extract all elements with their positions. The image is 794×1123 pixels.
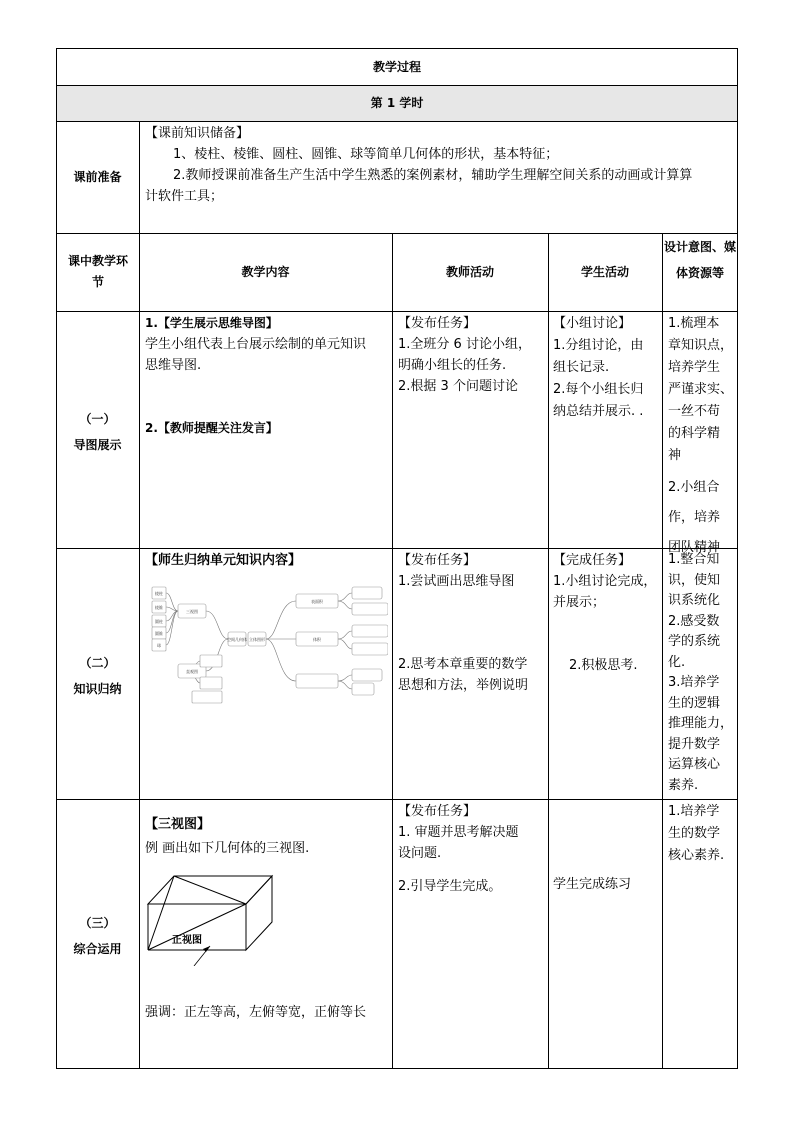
design-line: 1.整合知 [668, 552, 720, 567]
column-divider [548, 233, 549, 1069]
stage-2-num: （二） [79, 656, 116, 670]
col-header-stage-text: 课中教学环节 [67, 254, 128, 289]
stage-3-name: 综合运用 [73, 942, 122, 956]
design-line: 2.感受数 [668, 613, 720, 629]
row-3-content-heading: 【三视图】 [145, 817, 211, 832]
prism-side-face [246, 876, 272, 950]
design-line: 严谨求实、 [668, 382, 734, 397]
row-2-design [668, 550, 736, 796]
design-line: 核心素养. [668, 848, 725, 863]
stage-3-num: （三） [79, 916, 116, 930]
section-title: 教学过程 [372, 60, 421, 74]
prep-item-2-cont: 计软件工具； [145, 189, 224, 204]
teacher-task-heading: 【发布任务】 [398, 804, 477, 819]
row-1-content [145, 313, 390, 439]
row-3-example: 例 画出如下几何体的三视图. [145, 841, 310, 856]
student-heading: 【完成任务】 [553, 553, 632, 568]
stage-2-name: 知识归纳 [73, 682, 122, 696]
mind-map-node: 直观图 [186, 669, 198, 674]
column-divider [392, 233, 393, 1069]
design-line: 团队精神 [668, 540, 721, 555]
teacher-line: 1.全班分 6 讨论小组， [398, 337, 531, 352]
row-3-emphasis: 强调：正左等高，左俯等宽，正俯等长 [145, 1005, 367, 1020]
row-3-student: 学生完成练习 [553, 877, 632, 892]
row-1-teacher [398, 313, 546, 397]
row-2-student [553, 550, 661, 676]
teacher-line: 思想和方法，举例说明 [398, 678, 529, 693]
teacher-task-heading: 【发布任务】 [398, 553, 477, 568]
design-line: 培养学生 [668, 360, 721, 375]
col-header-design-text: 设计意图、媒体资源等 [664, 240, 737, 280]
design-line: 神 [668, 448, 682, 463]
mind-map-node: 表面积 [311, 599, 323, 604]
mind-map-node: 圆锥 [155, 631, 163, 636]
mind-map-center: 空间几何体 [227, 637, 247, 642]
row-2-teacher [398, 550, 546, 696]
design-line: 作，培养 [668, 510, 721, 525]
prep-heading: 【课前知识储备】 [145, 126, 250, 141]
design-line: 章知识点， [668, 338, 734, 353]
row-1-student [553, 313, 661, 423]
prep-label: 课前准备 [73, 170, 122, 184]
design-line: 素养. [668, 777, 699, 793]
student-line: 组长记录. [553, 360, 610, 375]
design-line: 生的逻辑 [668, 695, 721, 711]
student-line: 1.小组讨论完成， [553, 574, 657, 589]
student-line: 1.分组讨论，由 [553, 338, 644, 353]
stage-1 [56, 406, 139, 458]
design-line: 1.梳理本 [668, 316, 720, 331]
design-line: 提升数学 [668, 736, 721, 752]
mind-map-node: 球 [157, 643, 161, 648]
row-2-content-heading: 【师生归纳单元知识内容】 [145, 553, 302, 568]
design-line: 生的数学 [668, 826, 721, 841]
prep-item-2: 2.教师授课前准备生产生活中学生熟悉的案例素材，辅助学生理解空间关系的动画或计算算 [173, 168, 693, 183]
table-divider [56, 548, 738, 549]
mind-map-node: 圆柱 [155, 619, 163, 624]
teacher-line: 2.根据 3 个问题讨论 [398, 379, 518, 394]
col-header-content: 教学内容 [241, 265, 290, 279]
design-line: 识系统化 [668, 593, 721, 608]
design-line: 识，使知 [668, 572, 721, 588]
row-1-content-line: 学生小组代表上台展示绘制的单元知识 [145, 337, 367, 352]
design-line: 3.培养学 [668, 675, 720, 690]
arrow-head-icon [203, 946, 210, 952]
student-line: 2.积极思考. [569, 658, 638, 673]
design-line: 化. [668, 654, 686, 670]
design-line: 学的系统 [668, 634, 721, 649]
design-line: 运算核心 [668, 757, 721, 772]
teacher-line: 设问题. [398, 846, 442, 861]
design-line: 推理能力， [668, 716, 734, 731]
col-header-student: 学生活动 [580, 265, 629, 279]
table-divider [56, 85, 738, 86]
mind-map-node: 三视图 [186, 609, 198, 614]
teacher-line: 1. 审题并思考解决题 [398, 825, 519, 840]
row-1-content-point-2: 2.【教师提醒关注发言】 [145, 421, 278, 435]
table-divider [56, 233, 738, 234]
row-3-design [668, 801, 736, 867]
table-border-right [737, 48, 738, 1069]
student-heading: 【小组讨论】 [553, 316, 632, 331]
student-line: 2.每个小组长归 [553, 382, 644, 397]
solid-geometry-figure [146, 870, 296, 966]
col-header-teacher: 教师活动 [445, 265, 494, 279]
mind-map-node: 棱柱 [155, 591, 163, 596]
teacher-line: 1.尝试画出思维导图 [398, 574, 515, 589]
teacher-line: 2.思考本章重要的数学 [398, 657, 528, 672]
table-divider [56, 121, 738, 122]
col-header-stage [64, 251, 132, 293]
student-line: 纳总结并展示. . [553, 404, 644, 419]
prep-content [145, 123, 735, 207]
prep-item-1: 1、棱柱、棱锥、圆柱、圆锥、球等简单几何体的形状，基本特征； [173, 147, 559, 162]
teacher-task-heading: 【发布任务】 [398, 316, 477, 331]
table-divider [56, 799, 738, 800]
design-line: 一丝不苟 [668, 404, 721, 419]
teacher-line: 2.引导学生完成。 [398, 879, 502, 894]
teacher-line: 明确小组长的任务. [398, 358, 507, 373]
row-1-content-line: 思维导图. [145, 358, 202, 373]
front-view-label: 正视图 [172, 935, 202, 946]
stage-3 [56, 910, 139, 962]
mind-map-node: 棱锥 [155, 605, 163, 610]
design-line: 2.小组合 [668, 480, 720, 495]
student-line: 并展示； [553, 595, 606, 610]
row-1-design [668, 313, 736, 563]
stage-1-name: 导图展示 [73, 438, 122, 452]
design-line: 1.培养学 [668, 804, 720, 819]
row-1-content-heading: 1.【学生展示思维导图】 [145, 316, 278, 330]
table-divider [56, 311, 738, 312]
table-border-top [56, 48, 738, 49]
table-border-bottom [56, 1068, 738, 1069]
design-line: 的科学精 [668, 426, 721, 441]
mind-map-node: 体积 [313, 637, 321, 642]
stage-1-num: （一） [79, 412, 116, 426]
mind-map-node: 立体图形 [249, 637, 265, 642]
stage-2 [56, 650, 139, 702]
lesson-plan-table [56, 48, 738, 1069]
row-3-teacher [398, 801, 546, 897]
column-divider [662, 233, 663, 1069]
period-title: 第 1 学时 [370, 96, 424, 110]
col-header-design [664, 234, 736, 286]
knowledge-mind-map [148, 583, 388, 707]
